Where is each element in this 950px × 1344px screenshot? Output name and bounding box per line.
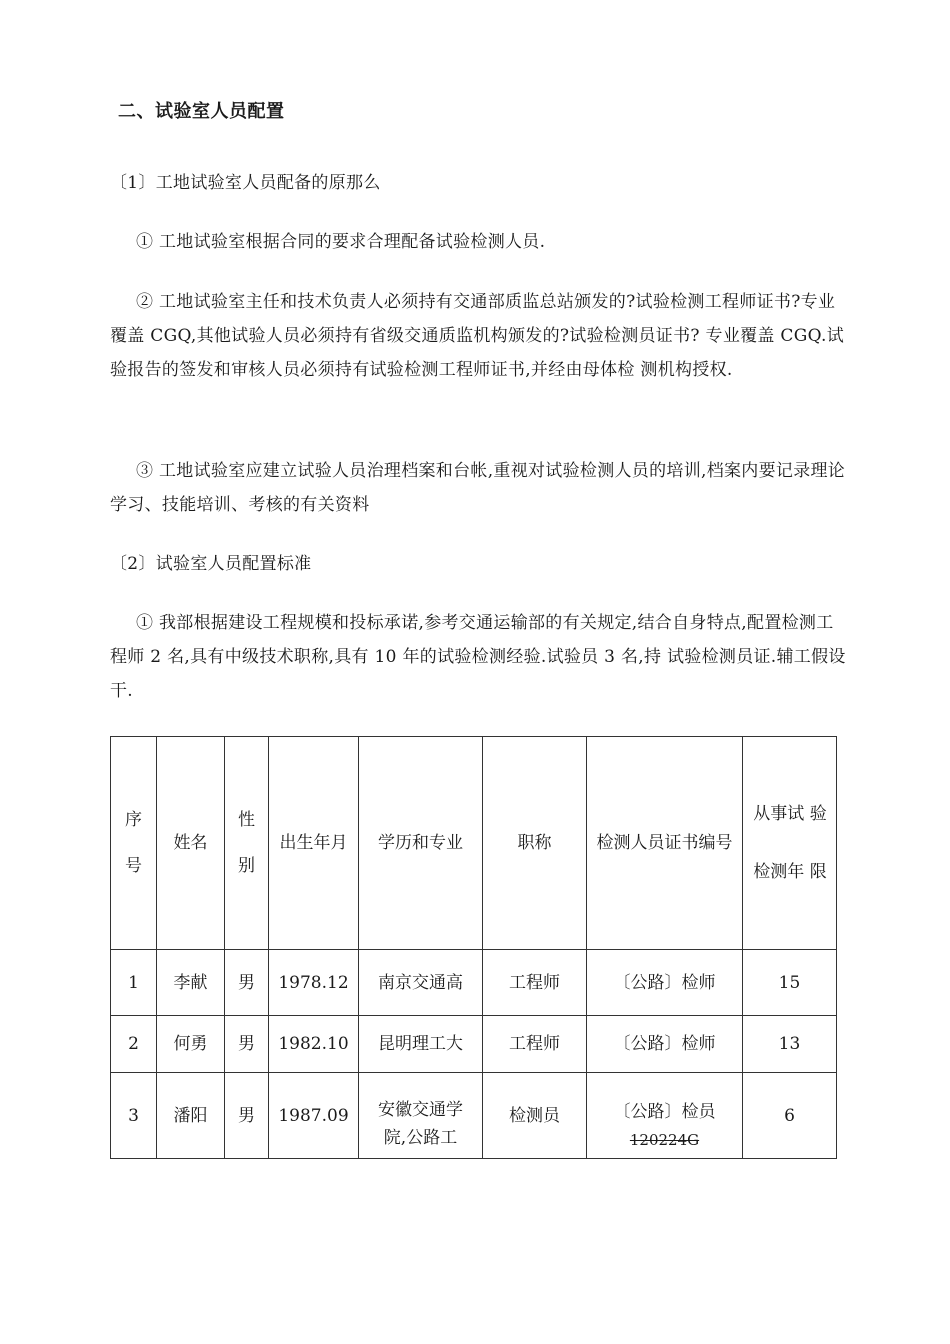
cell-name: 何勇 [157,1016,225,1073]
cell-no: 2 [111,1016,157,1073]
paragraph-item-1: ① 工地试验室根据合同的要求合理配备试验检测人员. [136,232,546,252]
cell-title: 工程师 [483,1016,587,1073]
cell-cert: 〔公路〕检师 [587,950,743,1016]
header-education: 学历和专业 [359,737,483,950]
cell-years: 15 [743,950,837,1016]
header-birth: 出生年月 [269,737,359,950]
cell-cert [587,1073,743,1159]
header-years: 从事试 验检测年 限 [743,737,837,950]
cell-gender: 男 [225,1016,269,1073]
cell-gender: 男 [225,950,269,1016]
paragraph-config: ① 我部根据建设工程规模和投标承诺,参考交通运输部的有关规定,结合自身特点,配置检测工程师 2 名,具有中级技术职称,具有 10 年的试验检测经验.试验员 3 名,持 试验检测员证.辅工假设干. [110,613,846,701]
header-cert: 检测人员证书编号 [587,737,743,950]
cell-birth: 1987.09 [269,1073,359,1159]
cell-title: 工程师 [483,950,587,1016]
cell-cert: 〔公路〕检师 [587,1016,743,1073]
table-row [111,950,837,1016]
cert-text: 〔公路〕检员 120224G [613,1101,716,1149]
cell-education [359,1073,483,1159]
cell-no: 1 [111,950,157,1016]
table-header-row [111,737,837,950]
header-gender: 性别 [225,737,269,950]
cell-education: 南京交通高 [359,950,483,1016]
table-row [111,1073,837,1159]
paragraph-item-3: ③ 工地试验室应建立试验人员治理档案和台帐,重视对试验检测人员的培训,档案内要记录理论学习、技能培训、考核的有关资料 [110,461,846,515]
header-no: 序号 [111,737,157,950]
cell-years: 13 [743,1016,837,1073]
cell-education: 昆明理工大 [359,1016,483,1073]
cell-name: 潘阳 [157,1073,225,1159]
cell-name: 李献 [157,950,225,1016]
cell-birth: 1982.10 [269,1016,359,1073]
cell-birth: 1978.12 [269,950,359,1016]
cell-years: 6 [743,1073,837,1159]
header-title: 职称 [483,737,587,950]
paragraph-item-2: ② 工地试验室主任和技术负责人必须持有交通部质监总站颁发的?试验检测工程师证书?专业覆盖 CGQ,其他试验人员必须持有省级交通质监机构颁发的?试验检测员证书? 专业覆盖 CGQ.试验报告的签发和审核人员必须持有试验检测工程师证书,并经由母体检 测机构授权. [110,292,845,380]
subsection-title-2: 〔2〕试验室人员配置标准 [110,554,312,574]
staff-table [110,736,837,1159]
cell-gender: 男 [225,1073,269,1159]
table-row [111,1016,837,1073]
education-text: 安徽交通学院,公路工 [378,1099,463,1148]
subsection-title-1: 〔1〕工地试验室人员配备的原那么 [110,173,381,193]
section-heading: 二、试验室人员配置 [118,101,285,122]
cell-no: 3 [111,1073,157,1159]
header-name: 姓名 [157,737,225,950]
cell-title: 检测员 [483,1073,587,1159]
